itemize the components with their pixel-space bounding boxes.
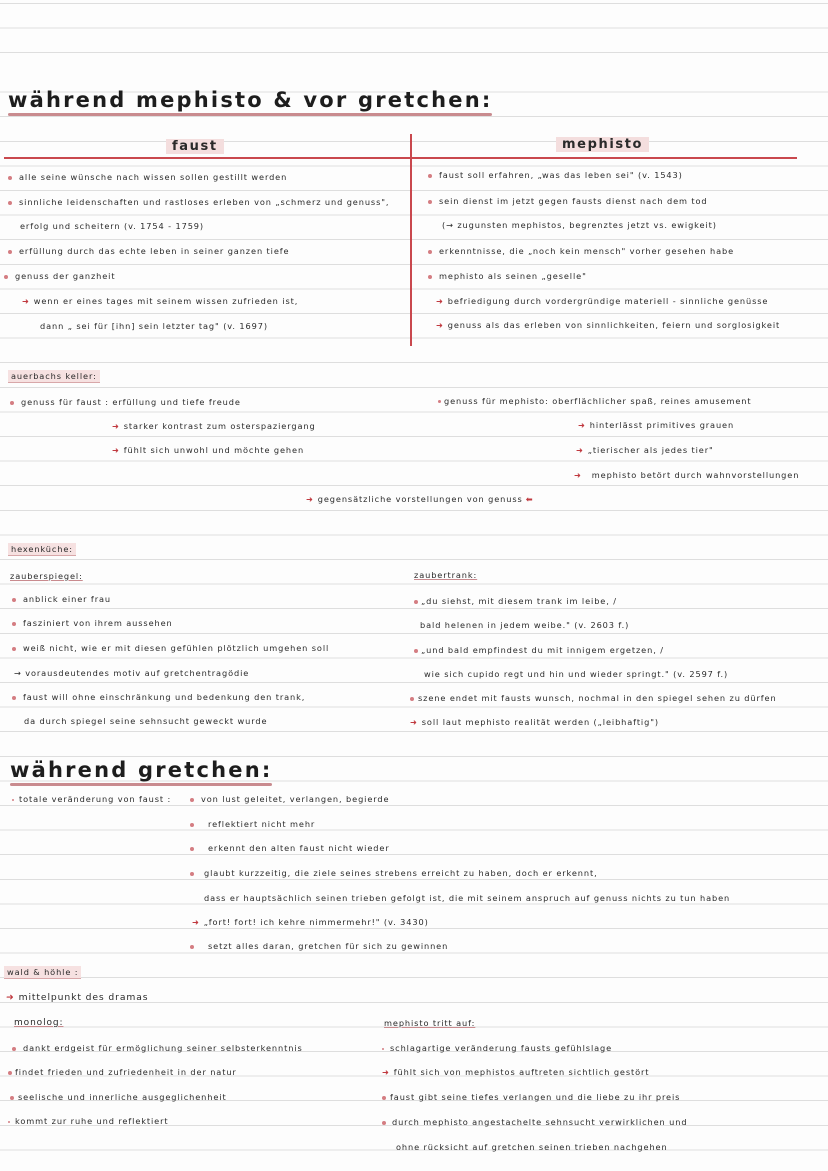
mephisto-item: (→ zugunsten mephistos, begrenztes jetzt vs. ewigkeit) <box>442 220 717 230</box>
gretchen-lead: totale veränderung von faust : <box>12 794 171 804</box>
faust-item: ➜ wenn er eines tages mit seinem wissen zufrieden ist, <box>22 296 299 306</box>
table-divider-horizontal <box>4 157 797 159</box>
auerbach-left-item: ➜ starker kontrast zum osterspaziergang <box>112 421 316 431</box>
mephisto-item: erkenntnisse, die „noch kein mensch" vorher gesehen habe <box>428 246 734 256</box>
zauberspiegel-item: weiß nicht, wie er mit diesen gefühlen plötzlich umgehen soll <box>12 643 329 653</box>
section-hexen-title: hexenküche: <box>8 543 76 556</box>
zauberspiegel-item: → vorausdeutendes motiv auf gretchentragödie <box>14 668 250 678</box>
faust-item: dann „ sei für [ihn] sein letzter tag" (v. 1697) <box>40 321 268 331</box>
faust-item: genuss der ganzheit <box>4 271 115 281</box>
zaubertrank-item: ➜ soll laut mephisto realität werden („leibhaftig") <box>410 717 659 727</box>
mephisto-item: mephisto als seinen „geselle" <box>428 271 587 281</box>
zauberspiegel-item: faust will ohne einschränkung und bedenkung den trank, <box>12 692 305 702</box>
zauberspiegel-item: fasziniert von ihrem aussehen <box>12 618 173 628</box>
mephisto-item: sein dienst im jetzt gegen fausts dienst nach dem tod <box>428 196 708 206</box>
faust-column-head: faust <box>166 139 224 154</box>
auerbach-right-item: ➜ hinterlässt primitives grauen <box>578 420 735 430</box>
mephisto-auftritt-item: faust gibt seine tiefes verlangen und die liebe zu ihr preis <box>382 1092 680 1102</box>
zaubertrank-item: szene endet mit fausts wunsch, nochmal in den spiegel sehen zu dürfen <box>410 693 777 703</box>
monolog-item: kommt zur ruhe und reflektiert <box>8 1116 169 1126</box>
gretchen-item: von lust geleitet, verlangen, begierde <box>190 794 389 804</box>
wald-center: ➜ mittelpunkt des dramas <box>6 992 149 1003</box>
gretchen-item: setzt alles daran, gretchen für sich zu gewinnen <box>190 941 448 951</box>
table-divider-vertical <box>410 134 412 346</box>
mephisto-auftritt-item: ➜ fühlt sich von mephistos auftreten sichtlich gestört <box>382 1067 650 1077</box>
monolog-item: seelische und innerliche ausgeglichenheit <box>10 1092 227 1102</box>
monolog-item: findet frieden und zufriedenheit in der natur <box>8 1067 237 1077</box>
mephisto-item: ➜ genuss als das erleben von sinnlichkeiten, feiern und sorglosigkeit <box>436 320 781 330</box>
mephisto-item: ➜ befriedigung durch vordergründige materiell - sinnliche genüsse <box>436 296 769 306</box>
gretchen-item: reflektiert nicht mehr <box>190 819 315 829</box>
heading-1: während mephisto & vor gretchen: <box>8 88 492 112</box>
auerbach-right-item: ➜ „tierischer als jedes tier" <box>576 445 714 455</box>
gretchen-item: ➜ „fort! fort! ich kehre nimmermehr!" (v. 3430) <box>192 917 429 927</box>
mephisto-auftritt-title: mephisto tritt auf: <box>384 1018 476 1028</box>
zaubertrank-item: „und bald empfindest du mit innigem ergetzen, / <box>414 645 664 655</box>
faust-item: erfüllung durch das echte leben in seiner ganzen tiefe <box>8 246 289 256</box>
zauberspiegel-item: anblick einer frau <box>12 594 111 604</box>
section-wald-title: wald & höhle : <box>4 966 81 979</box>
zaubertrank-item: bald helenen in jedem weibe." (v. 2603 f.) <box>420 620 630 630</box>
zauberspiegel-title: zauberspiegel: <box>10 571 83 581</box>
gretchen-item: glaubt kurzzeitig, die ziele seines strebens erreicht zu haben, doch er erkennt, <box>190 868 598 878</box>
auerbach-right-item: ➜ mephisto betört durch wahnvorstellungen <box>574 470 800 480</box>
mephisto-column-head: mephisto <box>556 137 649 152</box>
faust-item: erfolg und scheitern (v. 1754 - 1759) <box>20 221 205 231</box>
zauberspiegel-item: da durch spiegel seine sehnsucht geweckt wurde <box>24 716 268 726</box>
section-auerbach-title: auerbachs keller: <box>8 370 100 383</box>
mephisto-auftritt-item: durch mephisto angestachelte sehnsucht verwirklichen und <box>382 1117 687 1127</box>
faust-item: sinnliche leidenschaften und rastloses erleben von „schmerz und genuss", <box>8 197 389 207</box>
faust-item: alle seine wünsche nach wissen sollen gestillt werden <box>8 172 287 182</box>
monolog-title: monolog: <box>14 1018 64 1028</box>
gretchen-item: dass er hauptsächlich seinen trieben gefolgt ist, die mit seinem anspruch auf genuss nichts zu tun haben <box>204 893 731 903</box>
zaubertrank-item: wie sich cupido regt und hin und wieder springt." (v. 2597 f.) <box>424 669 729 679</box>
zaubertrank-item: „du siehst, mit diesem trank im leibe, / <box>414 596 617 606</box>
auerbach-left-item: ➜ fühlt sich unwohl und möchte gehen <box>112 445 305 455</box>
auerbach-right-item: genuss für mephisto: oberflächlicher spaß, reines amusement <box>438 396 751 406</box>
zaubertrank-title: zaubertrank: <box>414 570 478 580</box>
mephisto-item: faust soll erfahren, „was das leben sei" (v. 1543) <box>428 170 683 180</box>
monolog-item: dankt erdgeist für ermöglichung seiner selbsterkenntnis <box>12 1043 303 1053</box>
heading-2: während gretchen: <box>10 758 272 782</box>
mephisto-auftritt-item: ohne rücksicht auf gretchen seinen trieben nachgehen <box>396 1142 668 1152</box>
gretchen-item: erkennt den alten faust nicht wieder <box>190 843 390 853</box>
auerbach-conclusion: ➜ gegensätzliche vorstellungen von genuss ⬅ <box>306 494 534 504</box>
mephisto-auftritt-item: schlagartige veränderung fausts gefühlslage <box>382 1043 612 1053</box>
auerbach-left-item: genuss für faust : erfüllung und tiefe freude <box>10 397 241 407</box>
